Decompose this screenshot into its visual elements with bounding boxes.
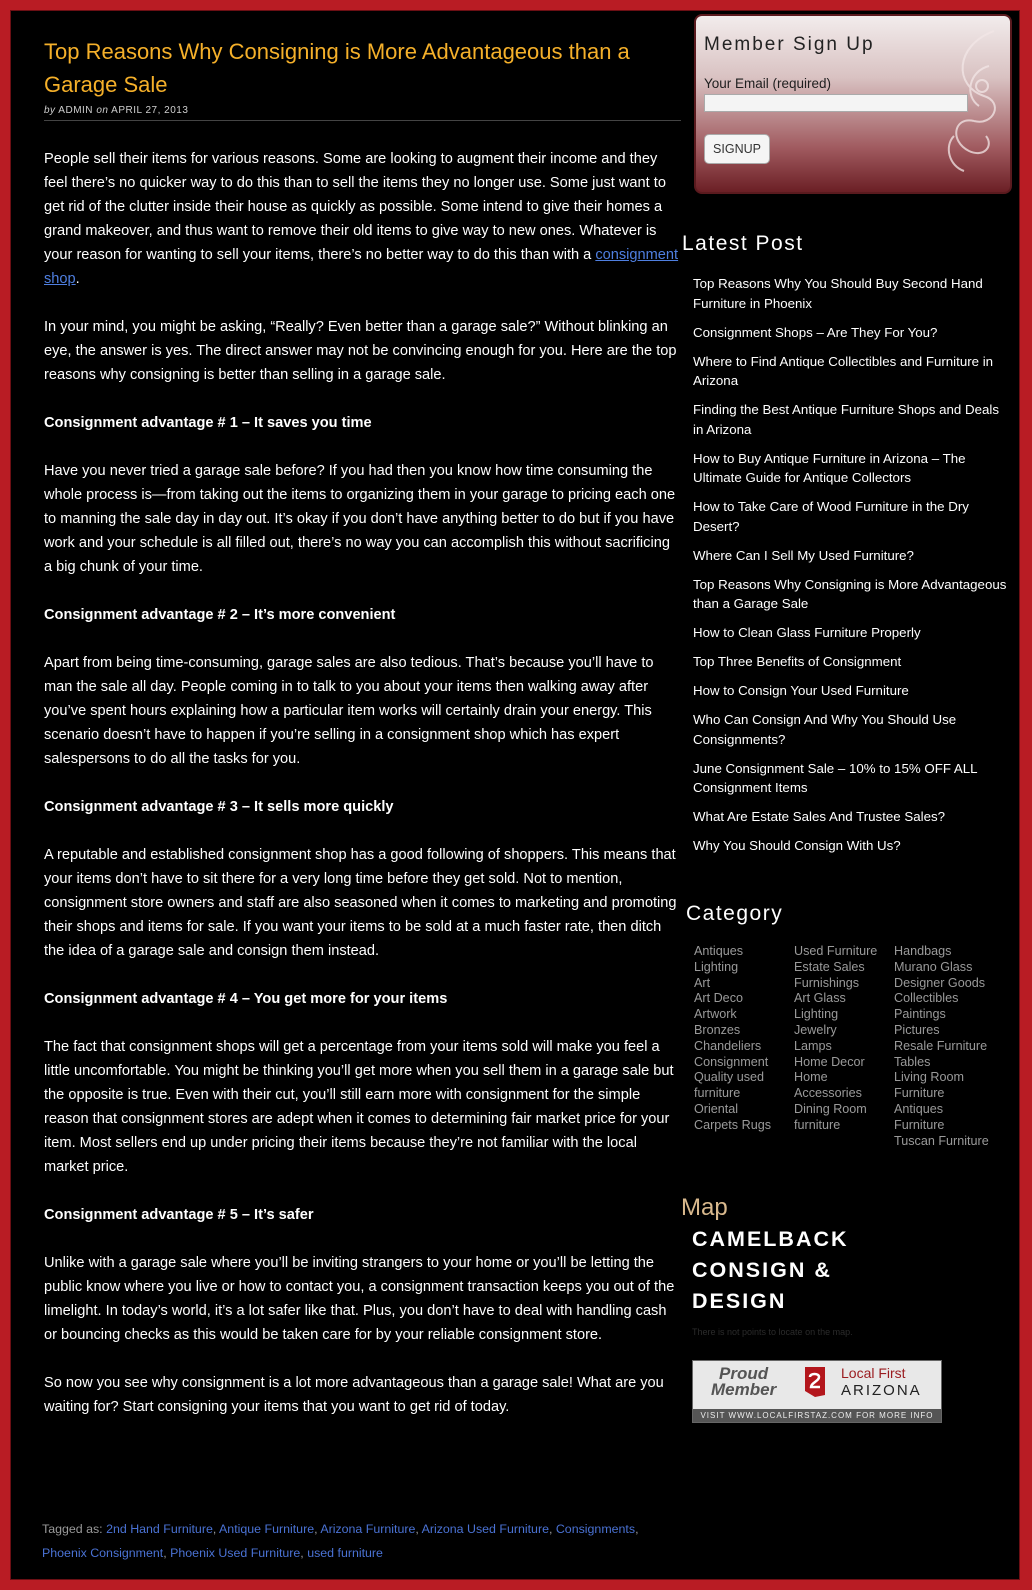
category-cloud <box>694 944 1014 1149</box>
email-field[interactable] <box>704 94 968 112</box>
email-label: Your Email (required) <box>704 76 832 91</box>
post-tags: Tagged as: 2nd Hand Furniture, Antique Furniture, Arizona Furniture, Arizona Used Furniture, Consignments, Phoenix Consignment, Phoenix Used Furniture, used furniture <box>42 1522 639 1560</box>
category-link[interactable]: Bronzes <box>694 1022 741 1037</box>
section-heading: Consignment advantage # 4 – You get more for your items <box>44 991 448 1007</box>
category-link[interactable]: Consignment <box>694 1054 769 1069</box>
category-link[interactable]: Jewelry <box>794 1022 837 1037</box>
category-link[interactable]: Designer Goods <box>894 975 986 990</box>
tag-link[interactable]: Phoenix Consignment <box>42 1546 164 1560</box>
local-first-arizona-badge[interactable] <box>692 1360 942 1423</box>
tag-link[interactable]: used furniture <box>307 1546 383 1560</box>
paragraph: People sell their items for various reasons. Some are looking to augment their income and they feel there’s no quicker way to do this than to sell the items they no longer use. Some just want to get rid of the clutter inside their house as quickly as possible. Some intend to give their homes a grand makeover, and thus want to remove their old items to give way to new ones. Whatever is your reason for wanting to sell your items, there’s no better way to do this than with a consignment shop. <box>44 151 679 287</box>
signup-title: Member Sign Up <box>704 34 875 55</box>
latest-post-link[interactable]: How to Consign Your Used Furniture <box>693 683 909 698</box>
tag-link[interactable]: Antique Furniture <box>219 1522 315 1536</box>
signup-button[interactable]: SIGNUP <box>704 134 770 164</box>
category-link[interactable]: Living Room <box>894 1070 964 1085</box>
category-link[interactable]: Art Deco <box>694 991 743 1006</box>
section-heading: Consignment advantage # 5 – It’s safer <box>44 1207 314 1223</box>
visit-url-text: VISIT WWW.LOCALFIRSTAZ.COM FOR MORE INFO <box>693 1409 941 1422</box>
proud-member-text: Proud Member <box>711 1364 777 1399</box>
category-link[interactable]: Quality used <box>694 1070 765 1085</box>
post-content <box>44 35 681 1443</box>
paragraph: Have you never tried a garage sale before? If you had then you know how time consuming the whole process is—from taking out the items to organizing them in your garage to pricing each one to manning the sale day in day out. It’s okay if you don’t have anything better to do but if you have work and your schedule is all filled out, there’s no way you can accomplish this without sacrificing a big chunk of your time. <box>44 463 676 575</box>
paragraph: Apart from being time-consuming, garage sales are also tedious. That’s because you’ll have to man the sale all day. People coming in to talk to you about your items then walking away after you’ve spent hours explaining how a particular item works will certainly drain your energy. This scenario doesn’t have to happen if you’re selling in a consignment shop which has expert salespersons to do all the tasks for you. <box>44 655 654 767</box>
paragraph: In your mind, you might be asking, “Really? Even better than a garage sale?” Without blinking an eye, the answer is yes. The direct answer may not be convincing enough for you. Here are the top reasons why consigning is better than selling in a garage sale. <box>44 319 677 383</box>
latest-post-title: Latest Post <box>682 232 804 255</box>
category-link[interactable]: Resale Furniture <box>894 1038 988 1053</box>
section-heading: Consignment advantage # 1 – It saves you time <box>44 415 372 431</box>
latest-post-link[interactable]: What Are Estate Sales And Trustee Sales? <box>693 809 946 824</box>
section-heading: Consignment advantage # 2 – It’s more convenient <box>44 607 396 623</box>
category-link[interactable]: Tuscan Furniture <box>894 1133 989 1148</box>
tag-link[interactable]: Arizona Used Furniture <box>421 1522 549 1536</box>
category-link[interactable]: Furniture <box>894 1117 945 1132</box>
category-link[interactable]: Pictures <box>894 1022 940 1037</box>
arizona-text: ARIZONA <box>841 1382 922 1399</box>
author-link[interactable]: ADMIN <box>58 105 94 116</box>
category-link[interactable]: furniture <box>794 1117 841 1132</box>
latest-post-link[interactable]: Top Reasons Why You Should Buy Second Hand Furniture in Phoenix <box>693 276 983 311</box>
tag-link[interactable]: Phoenix Used Furniture <box>170 1546 301 1560</box>
category-link[interactable]: Handbags <box>894 944 952 958</box>
category-link[interactable]: Art Glass <box>794 991 846 1006</box>
category-link[interactable]: Oriental <box>694 1101 739 1116</box>
category-link[interactable]: Lighting <box>794 1007 839 1022</box>
local-first-text: Local First <box>841 1365 906 1381</box>
category-title: Category <box>686 902 784 925</box>
category-column <box>794 944 894 1149</box>
category-link[interactable]: Lamps <box>794 1038 832 1053</box>
category-link[interactable]: Furniture <box>894 1086 945 1101</box>
latest-post-link[interactable]: Top Three Benefits of Consignment <box>693 654 902 669</box>
tag-link[interactable]: Consignments <box>555 1522 636 1536</box>
paragraph: So now you see why consignment is a lot more advantageous than a garage sale! What are you waiting for? Start consigning your items that you want to get rid of today. <box>44 1375 664 1415</box>
category-link[interactable]: Carpets Rugs <box>694 1117 771 1132</box>
member-signup-widget <box>694 14 1012 194</box>
category-link[interactable]: Antiques <box>694 944 744 958</box>
map-note: There is not points to locate on the map. <box>692 1327 853 1337</box>
category-link[interactable]: Used Furniture <box>794 944 878 958</box>
latest-post-link[interactable]: Consignment Shops – Are They For You? <box>693 324 938 340</box>
consignment-shop-link[interactable]: consignment shop <box>44 247 679 287</box>
latest-post-link[interactable]: Why You Should Consign With Us? <box>693 838 901 853</box>
category-column <box>894 944 1014 1149</box>
category-link[interactable]: Antiques <box>894 1101 944 1116</box>
category-link[interactable]: Murano Glass <box>894 959 973 974</box>
latest-post-link[interactable]: Top Reasons Why Consigning is More Advantageous than a Garage Sale <box>693 576 1007 611</box>
latest-post-link[interactable]: How to Clean Glass Furniture Properly <box>693 625 921 640</box>
category-link[interactable]: Dining Room <box>794 1101 867 1116</box>
category-link[interactable]: Furnishings <box>794 975 860 990</box>
latest-post-link[interactable]: Where Can I Sell My Used Furniture? <box>693 547 914 563</box>
category-column <box>694 944 794 1149</box>
category-link[interactable]: Lighting <box>694 959 739 974</box>
category-link[interactable]: Home <box>794 1070 828 1085</box>
tag-link[interactable]: Arizona Furniture <box>320 1522 416 1536</box>
latest-post-link[interactable]: Who Can Consign And Why You Should Use Consignments? <box>693 712 957 747</box>
category-link[interactable]: Estate Sales <box>794 959 865 974</box>
post-date: APRIL 27, 2013 <box>111 105 189 116</box>
post-title[interactable]: Top Reasons Why Consigning is More Advantageous than a Garage Sale <box>44 39 630 97</box>
post-byline <box>44 105 681 121</box>
by-label: by <box>44 105 56 116</box>
on-label: on <box>96 105 109 116</box>
category-link[interactable]: Art <box>694 975 711 990</box>
paragraph: Unlike with a garage sale where you’ll be inviting strangers to your home or you’ll be letting the public know where you live or how to contact you, a consignment transaction keeps you out of the limelight. In today’s world, it’s a lot safer like that. Plus, you don’t have to deal with handling cash or bouncing checks as this would be taken care for by your reliable consignment store. <box>44 1255 675 1343</box>
paragraph: A reputable and established consignment shop has a good following of shoppers. This means that your items don’t have to sit there for a very long time before they get sold. Not to mention, consignment store owners and staff are also seasoned when it comes to marketing and promoting their shops and items for sale. If you want your items to be sold at a much faster rate, then ditch the idea of a garage sale and consign them instead. <box>44 847 677 959</box>
latest-post-link[interactable]: How to Buy Antique Furniture in Arizona – The Ultimate Guide for Antique Collectors <box>693 450 966 485</box>
category-link[interactable]: Accessories <box>794 1086 862 1101</box>
category-link[interactable]: Home Decor <box>794 1054 865 1069</box>
latest-post-link[interactable]: Finding the Best Antique Furniture Shops and Deals in Arizona <box>693 402 1000 437</box>
post-body <box>44 147 681 1419</box>
category-link[interactable]: Tables <box>894 1054 931 1069</box>
latest-post-link[interactable]: How to Take Care of Wood Furniture in the Dry Desert? <box>693 499 969 534</box>
category-link[interactable]: Paintings <box>894 1007 946 1022</box>
business-name: CAMELBACK CONSIGN & DESIGN <box>692 1227 849 1313</box>
category-link[interactable]: Artwork <box>694 1007 737 1022</box>
paragraph: The fact that consignment shops will get a percentage from your items sold will make you feel a little uncomfortable. You might be thinking you’ll get more when you sell them in a garage sale but the opposite is true. Even with their cut, you’ll still earn more with consignment for the simple reason that consignment stores are adept when it comes to determining fair market price for your item. Most sellers end up under pricing their items because they’re not familiar with the local market price. <box>44 1039 674 1175</box>
latest-post-list <box>693 274 1011 865</box>
category-link[interactable]: furniture <box>694 1086 741 1101</box>
latest-post-link[interactable]: Where to Find Antique Collectibles and Furniture in Arizona <box>693 353 994 388</box>
section-heading: Consignment advantage # 3 – It sells more quickly <box>44 799 394 815</box>
tag-link[interactable]: 2nd Hand Furniture <box>106 1522 213 1536</box>
category-link[interactable]: Chandeliers <box>694 1038 762 1053</box>
latest-post-link[interactable]: June Consignment Sale – 10% to 15% OFF ALL Consignment Items <box>693 760 978 795</box>
category-link[interactable]: Collectibles <box>894 991 959 1006</box>
tags-label: Tagged as: <box>42 1522 103 1536</box>
arizona-logo-icon <box>801 1365 829 1399</box>
map-title: Map <box>681 1194 728 1221</box>
